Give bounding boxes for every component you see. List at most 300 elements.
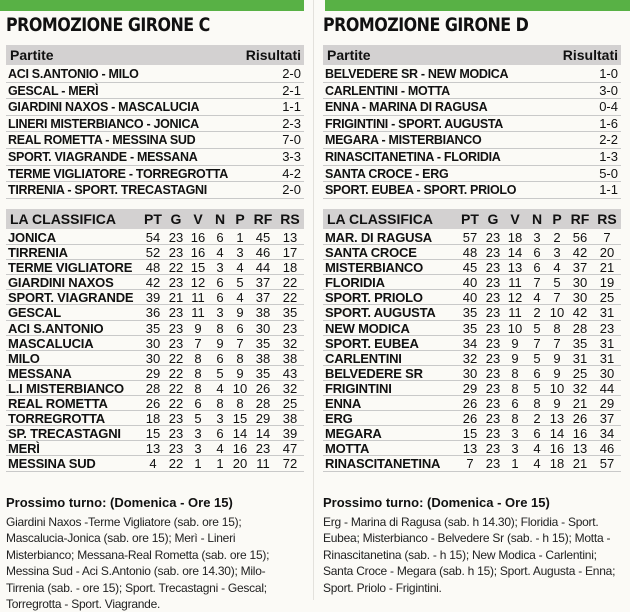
result-row <box>6 166 304 183</box>
stat-n: 4 <box>216 245 224 261</box>
stat-n: 6 <box>533 260 541 276</box>
stat-pt: 15 <box>462 426 478 442</box>
standings-row <box>323 351 621 366</box>
result-row <box>323 116 621 133</box>
team-name: TORREGROTTA <box>8 411 105 427</box>
result-match: RINASCITANETINA - FLORIDIA <box>325 149 501 164</box>
result-match: BELVEDERE SR - NEW MODICA <box>325 67 509 81</box>
standings-header <box>6 209 304 229</box>
stat-p: 20 <box>232 456 248 472</box>
team-name: NEW MODICA <box>325 320 410 336</box>
stat-v: 3 <box>194 441 202 457</box>
stat-pt: 13 <box>145 441 161 457</box>
stat-rs: 37 <box>599 411 615 427</box>
results-header-matches: Partite <box>327 47 371 63</box>
top-green-bar-left <box>0 0 304 11</box>
stat-rf: 30 <box>572 290 588 306</box>
stat-n: 6 <box>216 230 224 245</box>
stat-rs: 31 <box>599 305 615 321</box>
next-round-title: Prossimo turno: (Domenica - Ore 15) <box>323 495 550 510</box>
stat-rs: 57 <box>599 456 615 472</box>
result-score: 2-1 <box>282 82 301 98</box>
team-name: SP. TRECASTAGNI <box>8 426 121 442</box>
result-score: 2-3 <box>282 115 301 131</box>
stat-pt: 28 <box>145 380 161 396</box>
stat-g: 22 <box>168 456 184 472</box>
stat-pt: 29 <box>462 380 478 396</box>
stat-rf: 13 <box>572 441 588 457</box>
stat-rs: 13 <box>282 230 298 245</box>
stat-pt: 18 <box>145 411 161 427</box>
stat-rf: 28 <box>572 320 588 336</box>
stat-rf: 37 <box>255 275 271 291</box>
stat-rs: 32 <box>282 380 298 396</box>
standings-row <box>323 456 621 471</box>
stat-rf: 46 <box>255 245 271 261</box>
result-row <box>6 149 304 166</box>
stat-n: 8 <box>216 320 224 336</box>
stat-n: 6 <box>216 275 224 291</box>
stat-rs: 72 <box>282 456 298 472</box>
next-round-title: Prossimo turno: (Domenica - Ore 15) <box>6 495 233 510</box>
stat-rs: 20 <box>599 245 615 261</box>
stat-pt: 36 <box>145 305 161 321</box>
stat-pt: 52 <box>145 245 161 261</box>
stat-rs: 17 <box>282 245 298 261</box>
team-name: TIRRENIA <box>8 245 68 261</box>
result-match: LINERI MISTERBIANCO - JONICA <box>8 116 199 131</box>
stat-g: 22 <box>168 350 184 366</box>
stat-v: 11 <box>191 290 205 306</box>
result-score: 3-3 <box>282 148 301 164</box>
stat-v: 8 <box>194 350 202 366</box>
result-match: FRIGINTINI - SPORT. AUGUSTA <box>325 116 504 131</box>
team-name: SPORT. AUGUSTA <box>325 305 436 321</box>
col-header-rf: RF <box>253 211 273 227</box>
team-name: MISTERBIANCO <box>325 260 423 276</box>
stat-v: 8 <box>511 365 519 381</box>
stat-rs: 22 <box>282 275 298 291</box>
stat-g: 23 <box>168 411 184 427</box>
stat-rs: 21 <box>599 260 615 276</box>
result-row <box>6 99 304 116</box>
stat-rs: 47 <box>282 441 298 457</box>
team-name: JONICA <box>8 230 56 245</box>
stat-n: 5 <box>533 320 541 336</box>
team-name: MESSANA <box>8 365 72 381</box>
stat-pt: 42 <box>145 275 161 291</box>
stat-n: 7 <box>533 335 541 351</box>
result-row <box>6 182 304 199</box>
stat-p: 10 <box>549 380 565 396</box>
standings-row <box>323 366 621 381</box>
stat-n: 4 <box>533 441 541 457</box>
stat-rs: 34 <box>599 426 615 442</box>
result-match: REAL ROMETTA - MESSINA SUD <box>8 133 196 148</box>
standings-list <box>6 230 304 472</box>
standings-row <box>6 230 304 245</box>
results-header-results: Risultati <box>245 47 301 63</box>
standings-row <box>323 230 621 245</box>
team-name: ACI S.ANTONIO <box>8 320 104 336</box>
result-row <box>323 66 621 83</box>
stat-rs: 32 <box>282 335 298 351</box>
result-row <box>6 66 304 83</box>
stat-pt: 35 <box>462 305 478 321</box>
stat-n: 1 <box>216 456 224 472</box>
stat-n: 8 <box>216 396 224 412</box>
standings-row <box>323 441 621 456</box>
stat-rf: 21 <box>572 396 588 412</box>
standings-row <box>6 305 304 320</box>
col-header-n: N <box>531 211 543 227</box>
standings-row <box>6 321 304 336</box>
team-name: RINASCITANETINA <box>325 456 441 472</box>
col-header-g: G <box>170 211 182 227</box>
stat-p: 8 <box>236 396 244 412</box>
stat-g: 22 <box>168 396 184 412</box>
stat-g: 23 <box>168 426 184 442</box>
stat-rs: 38 <box>282 350 298 366</box>
stat-p: 14 <box>232 426 248 442</box>
col-header-p: P <box>552 211 562 227</box>
stat-v: 11 <box>191 305 205 321</box>
stat-rf: 38 <box>255 350 271 366</box>
result-match: SPORT. VIAGRANDE - MESSANA <box>8 149 198 164</box>
standings-title: LA CLASSIFICA <box>10 211 117 227</box>
stat-g: 23 <box>168 230 184 245</box>
col-header-p: P <box>235 211 245 227</box>
result-score: 1-0 <box>599 66 618 81</box>
stat-n: 2 <box>533 305 541 321</box>
result-score: 1-1 <box>282 99 301 115</box>
result-score: 1-3 <box>599 148 618 164</box>
girone-c-title: PROMOZIONE GIRONE C <box>6 15 210 36</box>
stat-rs: 46 <box>599 441 615 457</box>
result-row <box>6 83 304 100</box>
stat-v: 10 <box>507 320 523 336</box>
stat-rf: 25 <box>572 365 588 381</box>
result-score: 2-0 <box>282 66 301 81</box>
stat-n: 4 <box>216 380 224 396</box>
team-name: SANTA CROCE <box>325 245 417 261</box>
stat-pt: 48 <box>145 260 161 276</box>
stat-v: 14 <box>507 245 523 261</box>
stat-rf: 29 <box>255 411 271 427</box>
stat-g: 23 <box>485 305 501 321</box>
stat-n: 3 <box>533 230 541 245</box>
stat-v: 9 <box>511 350 519 366</box>
standings-row <box>6 245 304 260</box>
stat-rf: 26 <box>255 380 271 396</box>
stat-v: 16 <box>190 230 206 245</box>
standings-row <box>6 411 304 426</box>
stat-p: 7 <box>553 335 561 351</box>
stat-n: 4 <box>216 441 224 457</box>
stat-p: 10 <box>549 305 565 321</box>
stat-p: 9 <box>236 365 244 381</box>
stat-rf: 23 <box>255 441 271 457</box>
team-name: MOTTA <box>325 441 370 457</box>
stat-rf: 11 <box>256 456 270 472</box>
stat-rf: 35 <box>255 365 271 381</box>
column-divider <box>313 0 314 600</box>
stat-pt: 39 <box>145 290 161 306</box>
results-list <box>323 66 621 199</box>
stat-pt: 48 <box>462 245 478 261</box>
stat-p: 16 <box>232 441 248 457</box>
top-green-bar-right <box>325 0 630 11</box>
stat-v: 7 <box>194 335 202 351</box>
stat-rf: 35 <box>255 335 271 351</box>
stat-pt: 30 <box>145 350 161 366</box>
stat-p: 9 <box>236 305 244 321</box>
stat-v: 11 <box>508 305 522 321</box>
stat-p: 9 <box>553 365 561 381</box>
team-name: MAR. DI RAGUSA <box>325 230 432 245</box>
stat-p: 3 <box>236 245 244 261</box>
result-match: MEGARA - MISTERBIANCO <box>325 133 482 148</box>
stat-rs: 7 <box>603 230 611 245</box>
stat-v: 1 <box>511 456 519 472</box>
result-score: 5-0 <box>599 165 618 181</box>
standings-row <box>6 426 304 441</box>
standings-row <box>6 396 304 411</box>
stat-g: 23 <box>485 245 501 261</box>
stat-p: 5 <box>553 275 561 291</box>
stat-pt: 13 <box>462 441 478 457</box>
stat-g: 23 <box>485 365 501 381</box>
stat-pt: 26 <box>462 411 478 427</box>
stat-g: 21 <box>168 290 184 306</box>
stat-g: 23 <box>485 456 501 472</box>
stat-rf: 32 <box>572 380 588 396</box>
stat-rs: 25 <box>282 396 298 412</box>
standings-row <box>323 275 621 290</box>
results-header-matches: Partite <box>10 47 54 63</box>
col-header-v: V <box>510 211 520 227</box>
stat-rf: 37 <box>572 260 588 276</box>
stat-p: 8 <box>236 350 244 366</box>
standings-row <box>323 290 621 305</box>
stat-g: 23 <box>485 290 501 306</box>
team-name: BELVEDERE SR <box>325 365 423 381</box>
stat-pt: 15 <box>145 426 161 442</box>
result-score: 4-2 <box>282 165 301 181</box>
stat-n: 9 <box>216 335 224 351</box>
stat-pt: 35 <box>462 320 478 336</box>
stat-p: 15 <box>232 411 248 427</box>
stat-rf: 31 <box>572 350 588 366</box>
stat-g: 23 <box>168 275 184 291</box>
stat-pt: 45 <box>462 260 478 276</box>
stat-n: 3 <box>216 411 224 427</box>
stat-n: 6 <box>216 426 224 442</box>
col-header-pt: PT <box>461 211 479 227</box>
standings-row <box>323 396 621 411</box>
result-score: 1-6 <box>599 115 618 131</box>
stat-pt: 26 <box>145 396 161 412</box>
stat-rs: 31 <box>599 350 615 366</box>
team-name: ERG <box>325 411 353 427</box>
stat-p: 4 <box>236 290 244 306</box>
stat-p: 2 <box>553 230 561 245</box>
stat-g: 23 <box>485 411 501 427</box>
next-round-text: Giardini Naxos -Terme Vigliatore (sab. ore 15); Mascalucia-Jonica (sab. ore 15); Merì - Lineri Misterbianco; Messana-Real Rometta (sab. ore 15); Messina Sud - Aci S.Antonio (sab. ore 14.30); Milo-Tirrenia (sab. - ore 15); Sport. Trecastagni - Gescal; Torregrotta - Sport. Viagrande. <box>6 515 270 612</box>
stat-pt: 32 <box>462 350 478 366</box>
stat-v: 13 <box>507 260 523 276</box>
team-name: CARLENTINI <box>325 350 402 366</box>
stat-rf: 30 <box>572 275 588 291</box>
stat-rs: 31 <box>599 335 615 351</box>
stat-g: 23 <box>485 230 501 245</box>
stat-rs: 39 <box>282 426 298 442</box>
results-header <box>6 45 304 65</box>
stat-g: 23 <box>485 396 501 412</box>
stat-v: 6 <box>194 396 202 412</box>
standings-list <box>323 230 621 472</box>
result-row <box>6 116 304 133</box>
standings-header <box>323 209 621 229</box>
stat-n: 5 <box>533 350 541 366</box>
stat-v: 9 <box>194 320 202 336</box>
stat-rf: 42 <box>572 245 588 261</box>
stat-n: 4 <box>533 456 541 472</box>
stat-p: 1 <box>236 230 244 245</box>
team-name: MERÌ <box>8 441 40 457</box>
stat-v: 3 <box>194 426 202 442</box>
stat-v: 5 <box>194 411 202 427</box>
stat-pt: 30 <box>462 365 478 381</box>
stat-p: 16 <box>549 441 565 457</box>
stat-rf: 44 <box>255 260 271 276</box>
stat-pt: 35 <box>145 320 161 336</box>
stat-rs: 29 <box>599 396 615 412</box>
stat-n: 3 <box>216 305 224 321</box>
stat-v: 3 <box>511 426 519 442</box>
stat-g: 23 <box>485 350 501 366</box>
results-list <box>6 66 304 199</box>
stat-n: 6 <box>533 426 541 442</box>
result-match: GIARDINI NAXOS - MASCALUCIA <box>8 100 200 115</box>
team-name: FRIGINTINI <box>325 380 392 396</box>
standings-row <box>323 321 621 336</box>
stat-rs: 22 <box>282 290 298 306</box>
stat-n: 2 <box>533 411 541 427</box>
stat-g: 23 <box>168 441 184 457</box>
stat-rf: 26 <box>572 411 588 427</box>
stat-g: 23 <box>168 245 184 261</box>
results-header-results: Risultati <box>562 47 618 63</box>
stat-g: 23 <box>168 320 184 336</box>
team-name: ENNA <box>325 396 362 412</box>
stat-rs: 35 <box>282 305 298 321</box>
stat-p: 3 <box>553 245 561 261</box>
stat-rs: 38 <box>282 411 298 427</box>
stat-rf: 42 <box>572 305 588 321</box>
stat-rs: 25 <box>599 290 615 306</box>
result-score: 3-0 <box>599 82 618 98</box>
team-name: GIARDINI NAXOS <box>8 275 114 291</box>
result-score: 2-2 <box>599 132 618 148</box>
stat-pt: 30 <box>145 335 161 351</box>
result-row <box>323 83 621 100</box>
results-header <box>323 45 621 65</box>
stat-rf: 14 <box>255 426 271 442</box>
stat-g: 23 <box>485 320 501 336</box>
stat-v: 8 <box>194 380 202 396</box>
stat-v: 6 <box>511 396 519 412</box>
stat-n: 6 <box>216 290 224 306</box>
stat-v: 3 <box>511 441 519 457</box>
col-header-rs: RS <box>597 211 617 227</box>
stat-rf: 28 <box>255 396 271 412</box>
standings-row <box>323 426 621 441</box>
next-round-text: Erg - Marina di Ragusa (sab. h 14.30); Floridia - Sport. Eubea; Misterbianco - Belvedere Sr (sab. - h 15); Motta - Rinascitanetina (sab. - h 15); New Modica - Carlentini; Santa Croce - Megara (sab. h 15); Sport. Augusta - Enna; Sport. Priolo - Frigintini. <box>323 515 616 595</box>
stat-p: 18 <box>549 456 565 472</box>
standings-row <box>323 260 621 275</box>
standings-row <box>6 351 304 366</box>
stat-n: 6 <box>216 350 224 366</box>
standings-row <box>6 336 304 351</box>
stat-p: 10 <box>232 380 248 396</box>
col-header-rs: RS <box>280 211 300 227</box>
stat-n: 3 <box>216 260 224 276</box>
team-name: MEGARA <box>325 426 382 442</box>
stat-rs: 44 <box>599 380 615 396</box>
stat-pt: 34 <box>462 335 478 351</box>
stat-rf: 56 <box>572 230 588 245</box>
stat-g: 23 <box>485 260 501 276</box>
stat-rf: 35 <box>572 335 588 351</box>
stat-v: 8 <box>194 365 202 381</box>
stat-rf: 16 <box>572 426 588 442</box>
stat-pt: 40 <box>462 290 478 306</box>
result-row <box>323 182 621 199</box>
stat-pt: 57 <box>462 230 478 245</box>
stat-p: 4 <box>553 260 561 276</box>
result-match: GESCAL - MERÌ <box>8 83 99 98</box>
result-score: 1-1 <box>599 182 618 198</box>
result-row <box>323 99 621 116</box>
stat-p: 5 <box>236 275 244 291</box>
stat-rs: 23 <box>282 320 298 336</box>
col-header-g: G <box>487 211 499 227</box>
stat-p: 8 <box>553 320 561 336</box>
standings-row <box>323 381 621 396</box>
team-name: TERME VIGLIATORE <box>8 260 133 276</box>
standings-row <box>6 366 304 381</box>
stat-p: 7 <box>236 335 244 351</box>
result-match: TIRRENIA - SPORT. TRECASTAGNI <box>8 183 207 198</box>
stat-p: 6 <box>236 320 244 336</box>
standings-row <box>6 290 304 305</box>
standings-row <box>323 305 621 320</box>
stat-pt: 40 <box>462 275 478 291</box>
stat-rs: 43 <box>282 365 298 381</box>
team-name: SPORT. PRIOLO <box>325 290 423 306</box>
stat-v: 16 <box>190 245 206 261</box>
stat-p: 9 <box>553 350 561 366</box>
stat-pt: 7 <box>466 456 474 472</box>
stat-rs: 19 <box>599 275 615 291</box>
result-match: ENNA - MARINA DI RAGUSA <box>325 100 488 115</box>
stat-g: 23 <box>485 441 501 457</box>
stat-rf: 45 <box>255 230 271 245</box>
result-row <box>323 132 621 149</box>
stat-g: 23 <box>485 426 501 442</box>
stat-g: 23 <box>168 335 184 351</box>
